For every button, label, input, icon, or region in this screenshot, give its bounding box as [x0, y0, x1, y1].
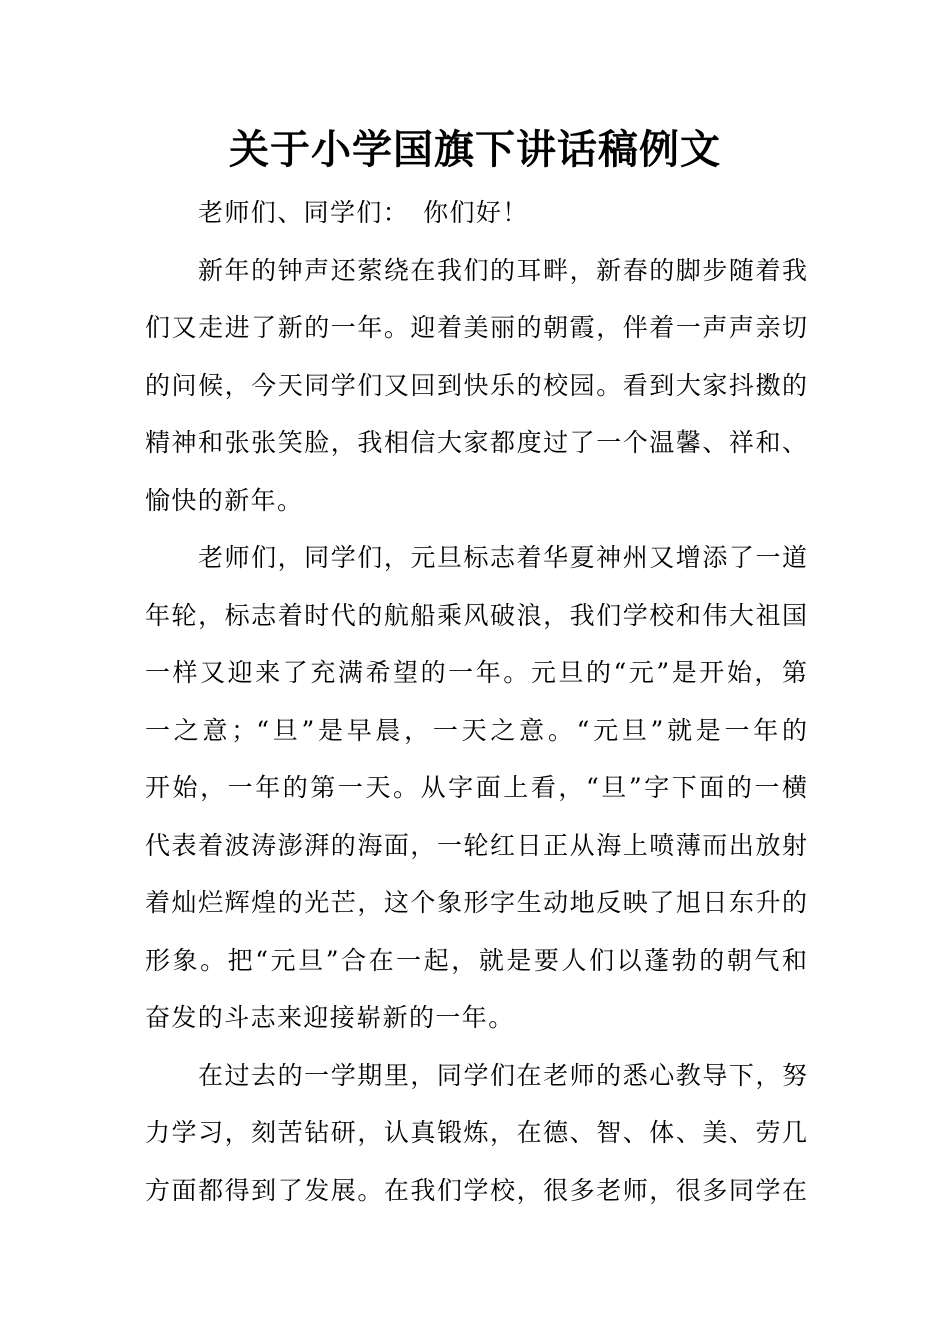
text-line: 一样又迎来了充满希望的一年。元旦的“元”是开始，第	[145, 658, 807, 687]
text-line: 一之意；“旦”是早晨，一天之意。“元旦”就是一年的	[145, 715, 807, 745]
paragraph	[145, 253, 807, 541]
text-line: 老师们，同学们，元旦标志着华夏神州又增添了一道	[198, 543, 807, 572]
text-line: 力学习，刻苦钻研，认真锻炼，在德、智、体、美、劳几	[145, 1118, 807, 1147]
paragraph	[145, 1058, 807, 1231]
text-line: 在过去的一学期里，同学们在老师的悉心教导下，努	[198, 1060, 807, 1090]
document-body	[145, 195, 807, 1230]
paragraph	[145, 195, 807, 253]
text-line: 新年的钟声还萦绕在我们的耳畔，新春的脚步随着我	[198, 255, 807, 285]
text-line: 年轮，标志着时代的航船乘风破浪，我们学校和伟大祖国	[145, 600, 807, 630]
text-line: 精神和张张笑脸，我相信大家都度过了一个温馨、祥和、	[145, 428, 807, 457]
text-line: 方面都得到了发展。在我们学校，很多老师，很多同学在	[145, 1175, 807, 1205]
text-line: 的问候，今天同学们又回到快乐的校园。看到大家抖擞的	[145, 370, 807, 400]
paragraph	[145, 540, 807, 1058]
document-title: 关于小学国旗下讲话稿例文	[229, 126, 721, 173]
text-line: 形象。把“元旦”合在一起，就是要人们以蓬勃的朝气和	[145, 945, 807, 975]
text-line: 奋发的斗志来迎接崭新的一年。	[145, 1003, 515, 1032]
text-line: 们又走进了新的一年。迎着美丽的朝霞，伴着一声声亲切	[145, 313, 807, 342]
text-line: 代表着波涛澎湃的海面，一轮红日正从海上喷薄而出放射	[145, 830, 807, 860]
text-line: 着灿烂辉煌的光芒，这个象形字生动地反映了旭日东升的	[145, 888, 807, 917]
text-line: 老师们、同学们： 你们好！	[198, 198, 529, 227]
text-line: 愉快的新年。	[145, 485, 304, 515]
text-line: 开始，一年的第一天。从字面上看，“旦”字下面的一横	[145, 773, 807, 802]
